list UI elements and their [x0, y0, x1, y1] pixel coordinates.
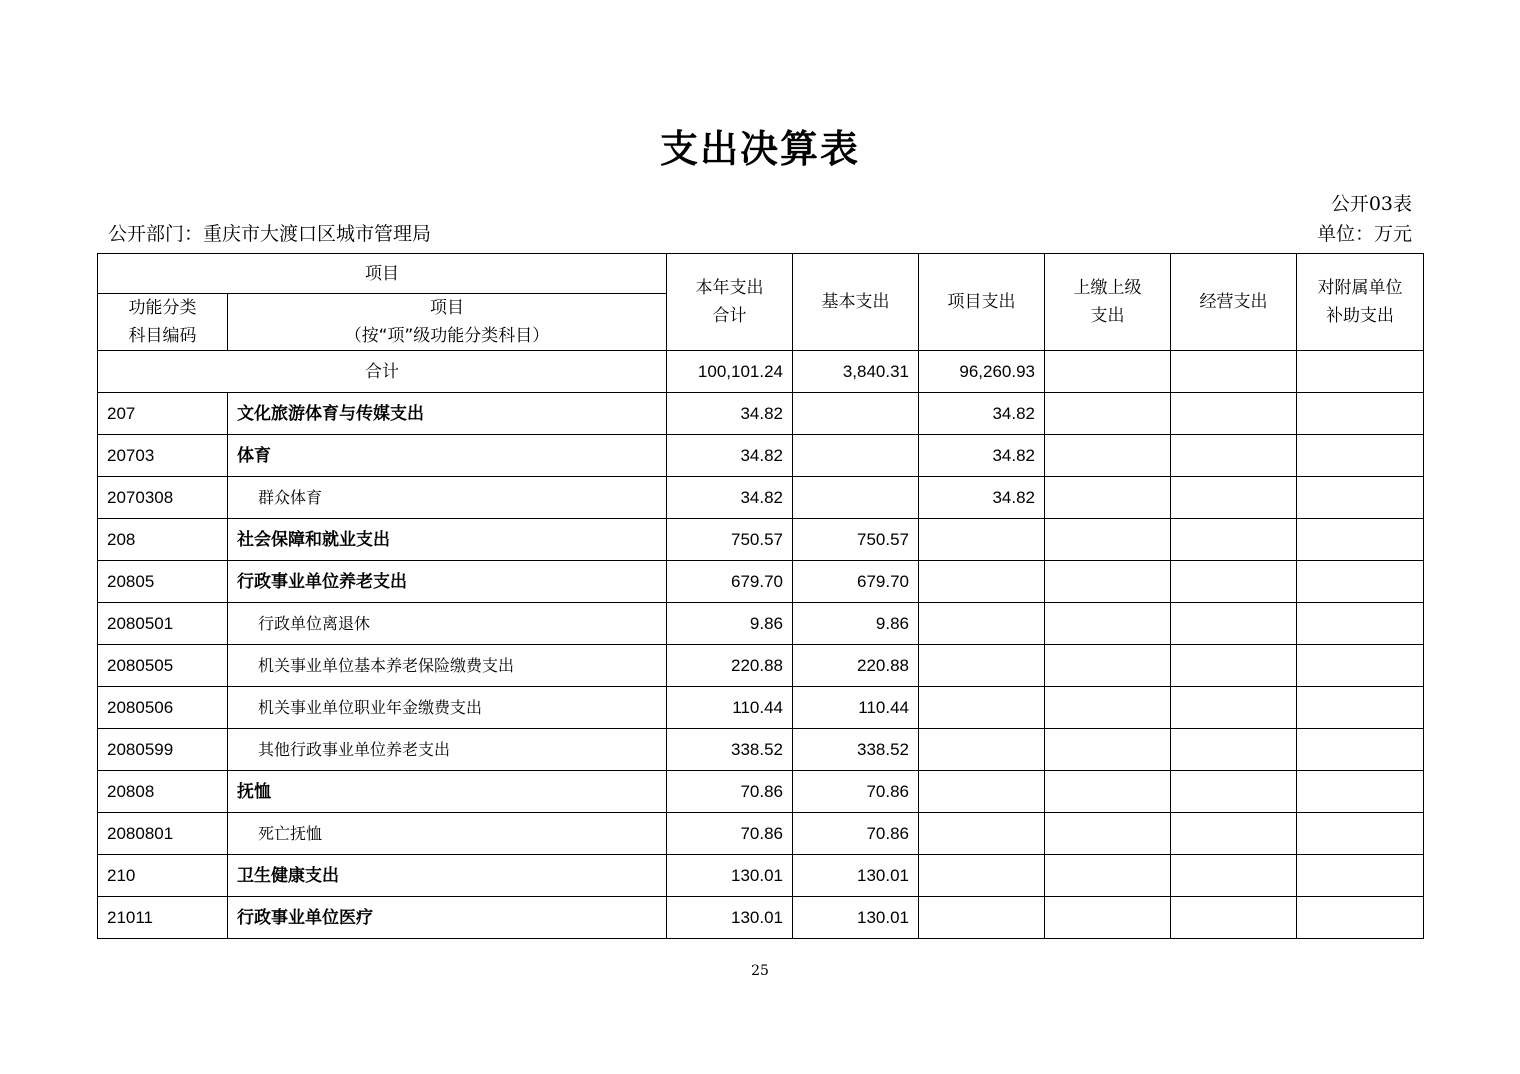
row-upper — [1045, 687, 1171, 729]
table-row — [98, 393, 1424, 435]
table-row — [98, 729, 1424, 771]
table-row — [98, 687, 1424, 729]
row-subsidy — [1297, 771, 1424, 813]
row-project — [919, 645, 1045, 687]
table-row — [98, 645, 1424, 687]
expenditure-table — [97, 253, 1424, 939]
row-business — [1171, 603, 1297, 645]
row-business — [1171, 771, 1297, 813]
row-upper — [1045, 645, 1171, 687]
header-code-line2: 科目编码 — [128, 326, 197, 346]
header-name-line2: （按“项”级功能分类科目） — [344, 326, 550, 346]
row-business — [1171, 477, 1297, 519]
row-upper — [1045, 729, 1171, 771]
row-business — [1171, 393, 1297, 435]
row-name: 抚恤 — [228, 771, 667, 813]
total-label: 合计 — [98, 351, 667, 393]
row-upper — [1045, 855, 1171, 897]
row-project — [919, 813, 1045, 855]
row-code: 2080599 — [98, 729, 228, 771]
row-code: 2070308 — [98, 477, 228, 519]
row-total: 220.88 — [667, 645, 793, 687]
row-project: 34.82 — [919, 477, 1045, 519]
row-name: 文化旅游体育与传媒支出 — [228, 393, 667, 435]
header-project: 项目 — [98, 254, 667, 294]
row-subsidy — [1297, 645, 1424, 687]
row-basic: 110.44 — [793, 687, 919, 729]
table-row — [98, 603, 1424, 645]
row-name: 群众体育 — [228, 477, 667, 519]
row-subsidy — [1297, 687, 1424, 729]
row-basic — [793, 393, 919, 435]
page-number: 25 — [751, 963, 769, 979]
row-upper — [1045, 897, 1171, 939]
department-label: 公开部门：重庆市大渡口区城市管理局 — [108, 223, 432, 245]
row-total: 34.82 — [667, 435, 793, 477]
row-name: 其他行政事业单位养老支出 — [228, 729, 667, 771]
header-total-line1: 本年支出 — [695, 278, 764, 298]
table-row — [98, 561, 1424, 603]
row-subsidy — [1297, 393, 1424, 435]
row-code: 20805 — [98, 561, 228, 603]
row-code: 210 — [98, 855, 228, 897]
total-cell-upper — [1045, 351, 1171, 393]
row-name: 机关事业单位基本养老保险缴费支出 — [228, 645, 667, 687]
table-row — [98, 855, 1424, 897]
row-project — [919, 771, 1045, 813]
table-row — [98, 519, 1424, 561]
total-cell-business — [1171, 351, 1297, 393]
row-business — [1171, 813, 1297, 855]
row-project — [919, 561, 1045, 603]
row-name: 行政事业单位医疗 — [228, 897, 667, 939]
row-code: 2080501 — [98, 603, 228, 645]
row-project: 34.82 — [919, 393, 1045, 435]
row-business — [1171, 897, 1297, 939]
page-title: 支出决算表 — [659, 127, 860, 171]
table-row — [98, 435, 1424, 477]
row-business — [1171, 645, 1297, 687]
row-business — [1171, 729, 1297, 771]
row-total: 130.01 — [667, 897, 793, 939]
row-total: 34.82 — [667, 393, 793, 435]
row-total: 338.52 — [667, 729, 793, 771]
row-total: 679.70 — [667, 561, 793, 603]
row-project: 34.82 — [919, 435, 1045, 477]
row-subsidy — [1297, 897, 1424, 939]
row-project — [919, 897, 1045, 939]
row-subsidy — [1297, 435, 1424, 477]
row-basic: 679.70 — [793, 561, 919, 603]
row-upper — [1045, 813, 1171, 855]
header-business: 经营支出 — [1171, 254, 1297, 351]
row-code: 20703 — [98, 435, 228, 477]
row-upper — [1045, 519, 1171, 561]
row-upper — [1045, 393, 1171, 435]
header-subsidy-line2: 补助支出 — [1326, 306, 1394, 326]
row-name: 社会保障和就业支出 — [228, 519, 667, 561]
row-business — [1171, 855, 1297, 897]
row-basic: 70.86 — [793, 813, 919, 855]
row-total: 70.86 — [667, 813, 793, 855]
row-project — [919, 519, 1045, 561]
row-upper — [1045, 771, 1171, 813]
header-subsidy — [1297, 254, 1424, 351]
row-project — [919, 687, 1045, 729]
row-basic — [793, 435, 919, 477]
row-basic: 9.86 — [793, 603, 919, 645]
row-project — [919, 729, 1045, 771]
row-subsidy — [1297, 561, 1424, 603]
row-upper — [1045, 561, 1171, 603]
form-number: 公开03表 — [1330, 193, 1412, 215]
row-name: 行政事业单位养老支出 — [228, 561, 667, 603]
unit-label: 单位：万元 — [1316, 223, 1412, 245]
row-subsidy — [1297, 519, 1424, 561]
row-subsidy — [1297, 813, 1424, 855]
row-basic: 130.01 — [793, 855, 919, 897]
table-row — [98, 477, 1424, 519]
header-code — [98, 294, 228, 351]
header-total-line2: 合计 — [712, 306, 747, 326]
row-upper — [1045, 435, 1171, 477]
row-subsidy — [1297, 477, 1424, 519]
header-name — [228, 294, 667, 351]
header-code-line1: 功能分类 — [128, 298, 197, 318]
row-subsidy — [1297, 729, 1424, 771]
row-total: 70.86 — [667, 771, 793, 813]
total-cell-project: 96,260.93 — [919, 351, 1045, 393]
row-upper — [1045, 603, 1171, 645]
row-project — [919, 855, 1045, 897]
row-business — [1171, 519, 1297, 561]
row-basic: 338.52 — [793, 729, 919, 771]
row-code: 208 — [98, 519, 228, 561]
row-name: 行政单位离退休 — [228, 603, 667, 645]
row-total: 110.44 — [667, 687, 793, 729]
row-total: 34.82 — [667, 477, 793, 519]
row-project — [919, 603, 1045, 645]
row-name: 死亡抚恤 — [228, 813, 667, 855]
row-subsidy — [1297, 603, 1424, 645]
header-project-expense: 项目支出 — [919, 254, 1045, 351]
row-total: 130.01 — [667, 855, 793, 897]
header-upper-line2: 支出 — [1090, 306, 1125, 326]
row-basic: 750.57 — [793, 519, 919, 561]
header-basic: 基本支出 — [793, 254, 919, 351]
total-cell-subsidy — [1297, 351, 1424, 393]
row-name: 卫生健康支出 — [228, 855, 667, 897]
row-subsidy — [1297, 855, 1424, 897]
row-business — [1171, 435, 1297, 477]
total-cell-basic: 3,840.31 — [793, 351, 919, 393]
table-row — [98, 897, 1424, 939]
row-code: 2080506 — [98, 687, 228, 729]
header-total — [667, 254, 793, 351]
row-code: 2080801 — [98, 813, 228, 855]
header-upper-line1: 上缴上级 — [1073, 278, 1142, 298]
row-basic: 70.86 — [793, 771, 919, 813]
row-basic: 130.01 — [793, 897, 919, 939]
row-code: 2080505 — [98, 645, 228, 687]
row-business — [1171, 561, 1297, 603]
row-basic — [793, 477, 919, 519]
table-row — [98, 813, 1424, 855]
row-code: 20808 — [98, 771, 228, 813]
total-row — [98, 351, 1424, 393]
row-name: 机关事业单位职业年金缴费支出 — [228, 687, 667, 729]
header-name-line1: 项目 — [430, 298, 464, 318]
table-row — [98, 771, 1424, 813]
row-business — [1171, 687, 1297, 729]
row-name: 体育 — [228, 435, 667, 477]
row-total: 9.86 — [667, 603, 793, 645]
row-upper — [1045, 477, 1171, 519]
row-code: 21011 — [98, 897, 228, 939]
total-cell-total: 100,101.24 — [667, 351, 793, 393]
row-basic: 220.88 — [793, 645, 919, 687]
header-upper — [1045, 254, 1171, 351]
row-code: 207 — [98, 393, 228, 435]
row-total: 750.57 — [667, 519, 793, 561]
header-subsidy-line1: 对附属单位 — [1317, 278, 1403, 298]
